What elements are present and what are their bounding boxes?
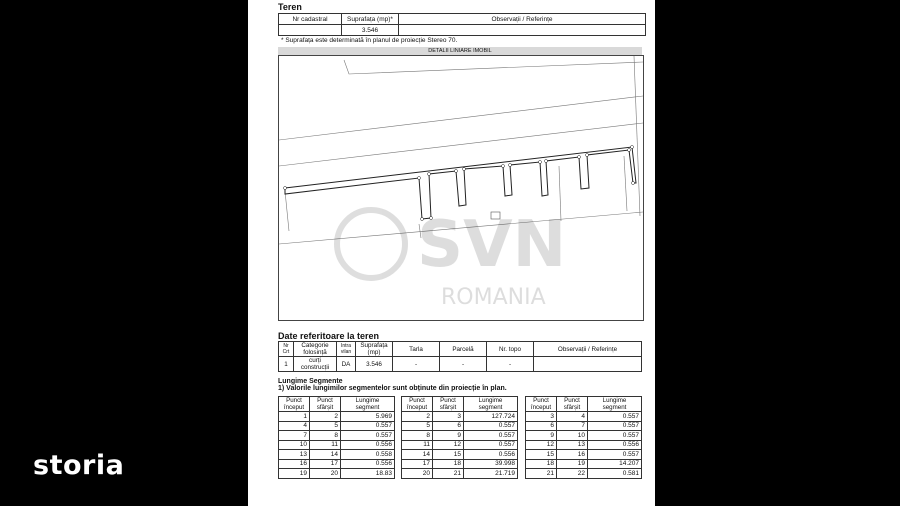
plan-line-e: [285, 191, 289, 231]
seg-end: 8: [310, 431, 341, 441]
plan-point: [418, 177, 421, 180]
seg-start: 18: [526, 459, 557, 469]
seg-start: 12: [526, 440, 557, 450]
th-nr-topo: Nr. topo: [487, 342, 534, 357]
seg-length: 0.557: [588, 431, 642, 441]
date-teren-title: Date referitoare la teren: [278, 331, 380, 341]
seg-start: 13: [279, 450, 310, 460]
plan-point: [284, 187, 287, 190]
cadastral-plan: [278, 55, 644, 321]
table-row: [526, 431, 642, 441]
table-row: [402, 412, 518, 422]
seg-end: 10: [557, 431, 588, 441]
seg-start: 21: [526, 469, 557, 479]
table-row: [402, 459, 518, 469]
th-tarla: Tarla: [393, 342, 440, 357]
table-row: [526, 459, 642, 469]
seg-start: 3: [526, 412, 557, 422]
seg-length: 39.998: [464, 459, 518, 469]
plan-point: [628, 149, 631, 152]
teren-title: Teren: [278, 2, 302, 12]
detail-bar: DETALII LINIARE IMOBIL: [278, 47, 642, 55]
table-row: [402, 450, 518, 460]
seg-length: 21.719: [464, 469, 518, 479]
plan-point: [502, 165, 505, 168]
segments-title: Lungime Segmente: [278, 378, 343, 385]
table-row: [279, 440, 395, 450]
seg-start: 19: [279, 469, 310, 479]
table-row: [279, 431, 395, 441]
th-punct-sfarsit: Punct sfârșit: [433, 397, 464, 412]
table-row: [526, 421, 642, 431]
seg-start: 5: [402, 421, 433, 431]
seg-end: 15: [433, 450, 464, 460]
seg-end: 4: [557, 412, 588, 422]
table-row: [279, 421, 395, 431]
seg-length: 0.581: [588, 469, 642, 479]
segments-table-3: [525, 396, 642, 479]
seg-end: 11: [310, 440, 341, 450]
th-punct-sfarsit: Punct sfârșit: [557, 397, 588, 412]
date-teren-table: [278, 341, 642, 372]
segments-table-1: [278, 396, 395, 479]
plan-point: [545, 160, 548, 163]
seg-start: 20: [402, 469, 433, 479]
seg-length: 0.556: [341, 459, 395, 469]
seg-length: 0.556: [464, 450, 518, 460]
seg-end: 5: [310, 421, 341, 431]
teren-table: [278, 13, 646, 36]
seg-end: 3: [433, 412, 464, 422]
storia-logo: storia: [33, 450, 125, 481]
seg-length: 127.724: [464, 412, 518, 422]
seg-end: 14: [310, 450, 341, 460]
plan-point: [586, 154, 589, 157]
seg-start: 1: [279, 412, 310, 422]
seg-end: 20: [310, 469, 341, 479]
seg-length: 0.557: [588, 421, 642, 431]
seg-end: 16: [557, 450, 588, 460]
table-row: [526, 440, 642, 450]
td-nr-topo: -: [487, 357, 534, 372]
seg-length: 0.557: [341, 431, 395, 441]
seg-length: 0.557: [341, 421, 395, 431]
td-parcela: -: [440, 357, 487, 372]
table-row: [279, 412, 395, 422]
plan-line-d: [634, 56, 640, 216]
seg-end: 2: [310, 412, 341, 422]
td-suprafata-2: 3.546: [356, 357, 393, 372]
seg-end: 7: [557, 421, 588, 431]
td-suprafata: 3.546: [342, 25, 399, 36]
seg-end: 21: [433, 469, 464, 479]
td-tarla: -: [393, 357, 440, 372]
th-punct-sfarsit: Punct sfârșit: [310, 397, 341, 412]
th-observatii-2: Observații / Referințe: [534, 342, 642, 357]
seg-start: 7: [279, 431, 310, 441]
seg-end: 22: [557, 469, 588, 479]
seg-start: 10: [279, 440, 310, 450]
td-nr-crt: 1: [279, 357, 294, 372]
seg-end: 9: [433, 431, 464, 441]
watermark-country: ROMANIA: [441, 285, 546, 310]
plan-point: [539, 161, 542, 164]
plan-line-g: [624, 156, 627, 211]
th-suprafata-2: Suprafața (mp): [356, 342, 393, 357]
plan-point: [428, 173, 431, 176]
seg-length: 0.557: [464, 421, 518, 431]
projection-note: * Suprafața este determinată în planul de proiecție Stereo 70.: [281, 37, 458, 44]
seg-end: 19: [557, 459, 588, 469]
seg-start: 17: [402, 459, 433, 469]
th-categorie: Categorie folosință: [294, 342, 337, 357]
th-nr-cadastral: Nr cadastral: [279, 14, 342, 25]
table-row: [279, 450, 395, 460]
table-row: [402, 469, 518, 479]
td-intravilan: DA: [337, 357, 356, 372]
seg-start: 6: [526, 421, 557, 431]
plan-point: [631, 146, 634, 149]
watermark-emblem-icon: [337, 210, 405, 278]
seg-length: 18.83: [341, 469, 395, 479]
seg-end: 18: [433, 459, 464, 469]
table-row: [402, 440, 518, 450]
th-observatii: Observații / Referințe: [399, 14, 646, 25]
segments-subtitle: 1) Valorile lungimilor segmentelor sunt obținute din proiecție în plan.: [278, 385, 507, 392]
seg-length: 5.969: [341, 412, 395, 422]
table-row: [402, 431, 518, 441]
seg-start: 11: [402, 440, 433, 450]
th-lungime: Lungime segment: [464, 397, 518, 412]
plan-line-b: [279, 123, 643, 166]
watermark-brand: SVN: [417, 208, 567, 282]
seg-length: 0.557: [588, 450, 642, 460]
seg-end: 17: [310, 459, 341, 469]
table-row: [279, 459, 395, 469]
plan-point: [632, 182, 635, 185]
seg-length: 14.207: [588, 459, 642, 469]
seg-end: 6: [433, 421, 464, 431]
seg-start: 9: [526, 431, 557, 441]
th-punct-inceput: Punct început: [526, 397, 557, 412]
seg-length: 0.556: [588, 440, 642, 450]
seg-length: 0.557: [588, 412, 642, 422]
document-page: [248, 0, 655, 506]
seg-start: 2: [402, 412, 433, 422]
th-intravilan: Intra vilan: [337, 342, 356, 357]
plan-point: [463, 168, 466, 171]
seg-start: 4: [279, 421, 310, 431]
seg-end: 12: [433, 440, 464, 450]
seg-length: 0.558: [341, 450, 395, 460]
seg-start: 8: [402, 431, 433, 441]
seg-start: 16: [279, 459, 310, 469]
td-observatii-2: [534, 357, 642, 372]
table-row: [526, 469, 642, 479]
th-suprafata: Suprafața (mp)*: [342, 14, 399, 25]
th-nr-crt: Nr Crt: [279, 342, 294, 357]
plan-road-line: [344, 60, 643, 74]
segments-table-2: [401, 396, 518, 479]
td-nr-cadastral: [279, 25, 342, 36]
table-row: [526, 450, 642, 460]
th-punct-inceput: Punct început: [402, 397, 433, 412]
th-lungime: Lungime segment: [341, 397, 395, 412]
table-row: [402, 421, 518, 431]
table-row: [526, 412, 642, 422]
table-row: [279, 469, 395, 479]
seg-length: 0.556: [341, 440, 395, 450]
td-categorie: curți construcții: [294, 357, 337, 372]
plan-line-a: [279, 96, 643, 140]
th-parcela: Parcelă: [440, 342, 487, 357]
seg-length: 0.557: [464, 431, 518, 441]
seg-start: 14: [402, 450, 433, 460]
seg-end: 13: [557, 440, 588, 450]
plan-point: [509, 164, 512, 167]
seg-length: 0.557: [464, 440, 518, 450]
th-punct-inceput: Punct început: [279, 397, 310, 412]
th-lungime: Lungime segment: [588, 397, 642, 412]
td-observatii: [399, 25, 646, 36]
plan-point: [455, 170, 458, 173]
seg-start: 15: [526, 450, 557, 460]
plan-point: [578, 156, 581, 159]
